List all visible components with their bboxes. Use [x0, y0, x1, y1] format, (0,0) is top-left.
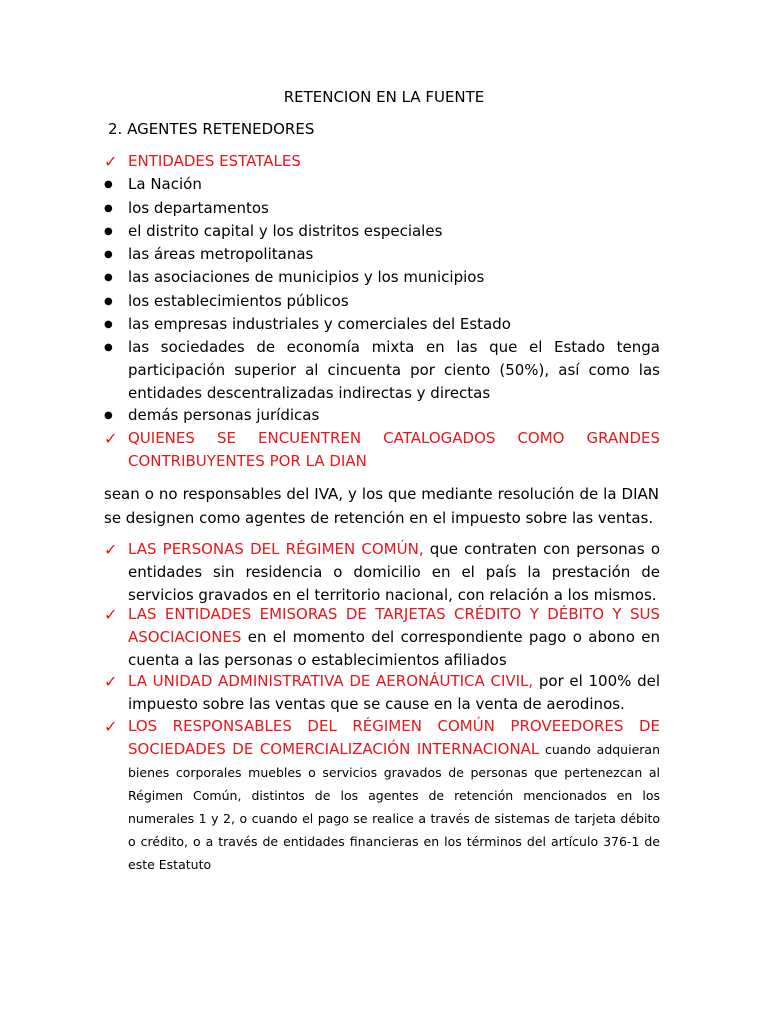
checkmark-icon: ✓ [104, 717, 118, 736]
list-item-text: La Nación [128, 175, 202, 193]
iva-paragraph: sean o no responsables del IVA, y los que mediante resolución de la DIAN se designen como agentes de retención en el impuesto sobre las ventas. [104, 485, 659, 527]
list-item-text: las empresas industriales y comerciales del Estado [128, 315, 511, 333]
checkmark-icon: ✓ [104, 540, 118, 559]
bullet-icon: ● [104, 319, 113, 330]
list-item-text: demás personas jurídicas [128, 406, 320, 424]
item-text: en el momento del correspondiente pago o abono en cuenta a las personas o establecimientos afiliados [128, 628, 660, 669]
list-item-text: el distrito capital y los distritos especiales [128, 222, 443, 240]
grandes-heading: QUIENES SE ENCUENTREN CATALOGADOS COMO GRANDES CONTRIBUYENTES POR LA DIAN [128, 429, 660, 470]
section-heading: 2. AGENTES RETENEDORES [108, 120, 315, 138]
item-heading: LAS ENTIDADES EMISORAS DE TARJETAS CRÉDITO Y DÉBITO Y SUS ASOCIACIONES [128, 605, 660, 646]
list-item-text: los departamentos [128, 199, 269, 217]
checkmark-icon: ✓ [104, 605, 118, 624]
item-heading: LA UNIDAD ADMINISTRATIVA DE AERONÁUTICA CIVIL, [128, 672, 534, 690]
bullet-icon: ● [104, 226, 113, 237]
checkmark-icon: ✓ [104, 429, 118, 448]
item-heading: LOS RESPONSABLES DEL RÉGIMEN COMÚN PROVEEDORES DE SOCIEDADES DE COMERCIALIZACIÓN INTERNACIONAL [128, 717, 660, 758]
list-item-text: las asociaciones de municipios y los municipios [128, 268, 485, 286]
bullet-icon: ● [104, 272, 113, 283]
item-text: por el 100% del impuesto sobre las ventas que se cause en la venta de aerodinos. [128, 672, 661, 713]
checkmark-icon: ✓ [104, 152, 118, 171]
bullet-icon: ● [104, 342, 113, 353]
entidades-heading: ENTIDADES ESTATALES [128, 152, 301, 170]
item-body [128, 603, 660, 672]
item-text: cuando adquieran bienes corporales muebles o servicios gravados de personas que pertenezcan al Régimen Común, distintos de los agentes de retención mencionados en los numerales 1 y 2, o cuando el pago se realice a través de sistemas de tarjeta débito o crédito, o a través de entidades financieras en los términos del artículo 376-1 de este Estatuto [128, 742, 660, 872]
item-heading: LAS PERSONAS DEL RÉGIMEN COMÚN, [128, 540, 424, 558]
page-title: RETENCION EN LA FUENTE [283, 88, 485, 106]
list-item-text: las áreas metropolitanas [128, 245, 314, 263]
item-body [128, 715, 660, 876]
bullet-icon: ● [104, 410, 113, 421]
item-body [128, 670, 660, 716]
bullet-icon: ● [104, 179, 113, 190]
list-item-text: las sociedades de economía mixta en las que el Estado tenga participación superior al cincuenta por ciento (50%), así como las entidades descentralizadas indirectas y directas [128, 338, 660, 402]
bullet-icon: ● [104, 203, 113, 214]
checkmark-icon: ✓ [104, 672, 118, 691]
item-text: que contraten con personas o entidades sin residencia o domicilio en el país la prestación de servicios gravados en el territorio nacional, con relación a los mismos. [128, 540, 660, 604]
bullet-icon: ● [104, 249, 113, 260]
item-body [128, 538, 660, 607]
bullet-icon: ● [104, 296, 113, 307]
list-item-text: los establecimientos públicos [128, 292, 349, 310]
